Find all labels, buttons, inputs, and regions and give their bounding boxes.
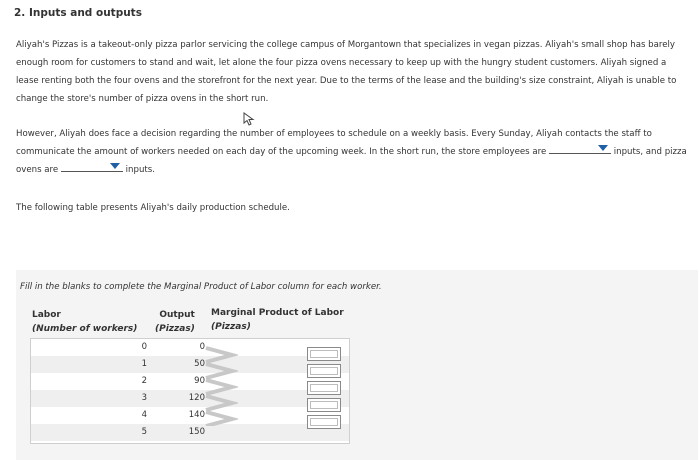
decision-text-c: inputs. [125, 165, 155, 175]
difference-chevron-icon [206, 380, 232, 394]
section-title: 2. Inputs and outputs [14, 7, 142, 19]
mpl-header: Marginal Product of Labor (Pizzas) [211, 308, 344, 332]
output-header: Output (Pizzas) [155, 310, 195, 334]
mouse-pointer-icon [243, 112, 255, 126]
difference-chevron-icon [206, 348, 232, 362]
intro-paragraph: Aliyah's Pizzas is a takeout-only pizza parlor servicing the college campus of Morgantown that specializes in vegan pizzas. Aliyah's small shop has barely enough room for customers to stand and wait, let alone the four pizza ovens necessary to keep up with the hungry student customers. Aliyah signed a lease renting both the four ovens and the storefront for the next year. Due to the terms of the lease and the building's size constraint, Aliyah is unable to change the store's number of pizza ovens in the short run. [16, 40, 677, 104]
chevron-down-icon [598, 145, 608, 151]
difference-chevron-icon [206, 396, 232, 410]
mpl-input-worker-3[interactable] [307, 381, 341, 395]
table-row: 0 0 [141, 342, 205, 352]
difference-chevron-icon [206, 364, 232, 378]
labor-header: Labor (Number of workers) [32, 310, 138, 334]
ovens-input-type-dropdown[interactable] [61, 161, 123, 172]
table-row: 4 140 [141, 410, 205, 420]
mpl-input-worker-1[interactable] [307, 347, 341, 361]
table-row: 2 90 [141, 376, 205, 386]
difference-chevron-icon [206, 412, 232, 426]
row-difference-arrows [204, 346, 238, 426]
instruction-text: Fill in the blanks to complete the Marginal Product of Labor column for each worker. [20, 282, 382, 292]
table-intro-text: The following table presents Aliyah's daily production schedule. [16, 203, 290, 213]
mpl-input-worker-5[interactable] [307, 415, 341, 429]
employees-input-type-dropdown[interactable] [549, 143, 611, 154]
mpl-input-worker-4[interactable] [307, 398, 341, 412]
table-row: 1 50 [31, 356, 349, 373]
decision-text-a: However, Aliyah does face a decision regarding the number of employees to schedule on a weekly basis. Every Sunday, Aliyah contacts the staff to communicate the amount of workers needed on each day of the upcoming week. In the short run, the store employees are [16, 129, 652, 157]
production-table [30, 338, 350, 444]
decision-paragraph [16, 125, 700, 179]
mpl-input-worker-2[interactable] [307, 364, 341, 378]
chevron-down-icon [110, 163, 120, 169]
table-row: 5 150 [31, 424, 349, 441]
table-row: 3 120 [31, 390, 349, 407]
decision-text-b: inputs, and pizza ovens are [16, 147, 687, 175]
